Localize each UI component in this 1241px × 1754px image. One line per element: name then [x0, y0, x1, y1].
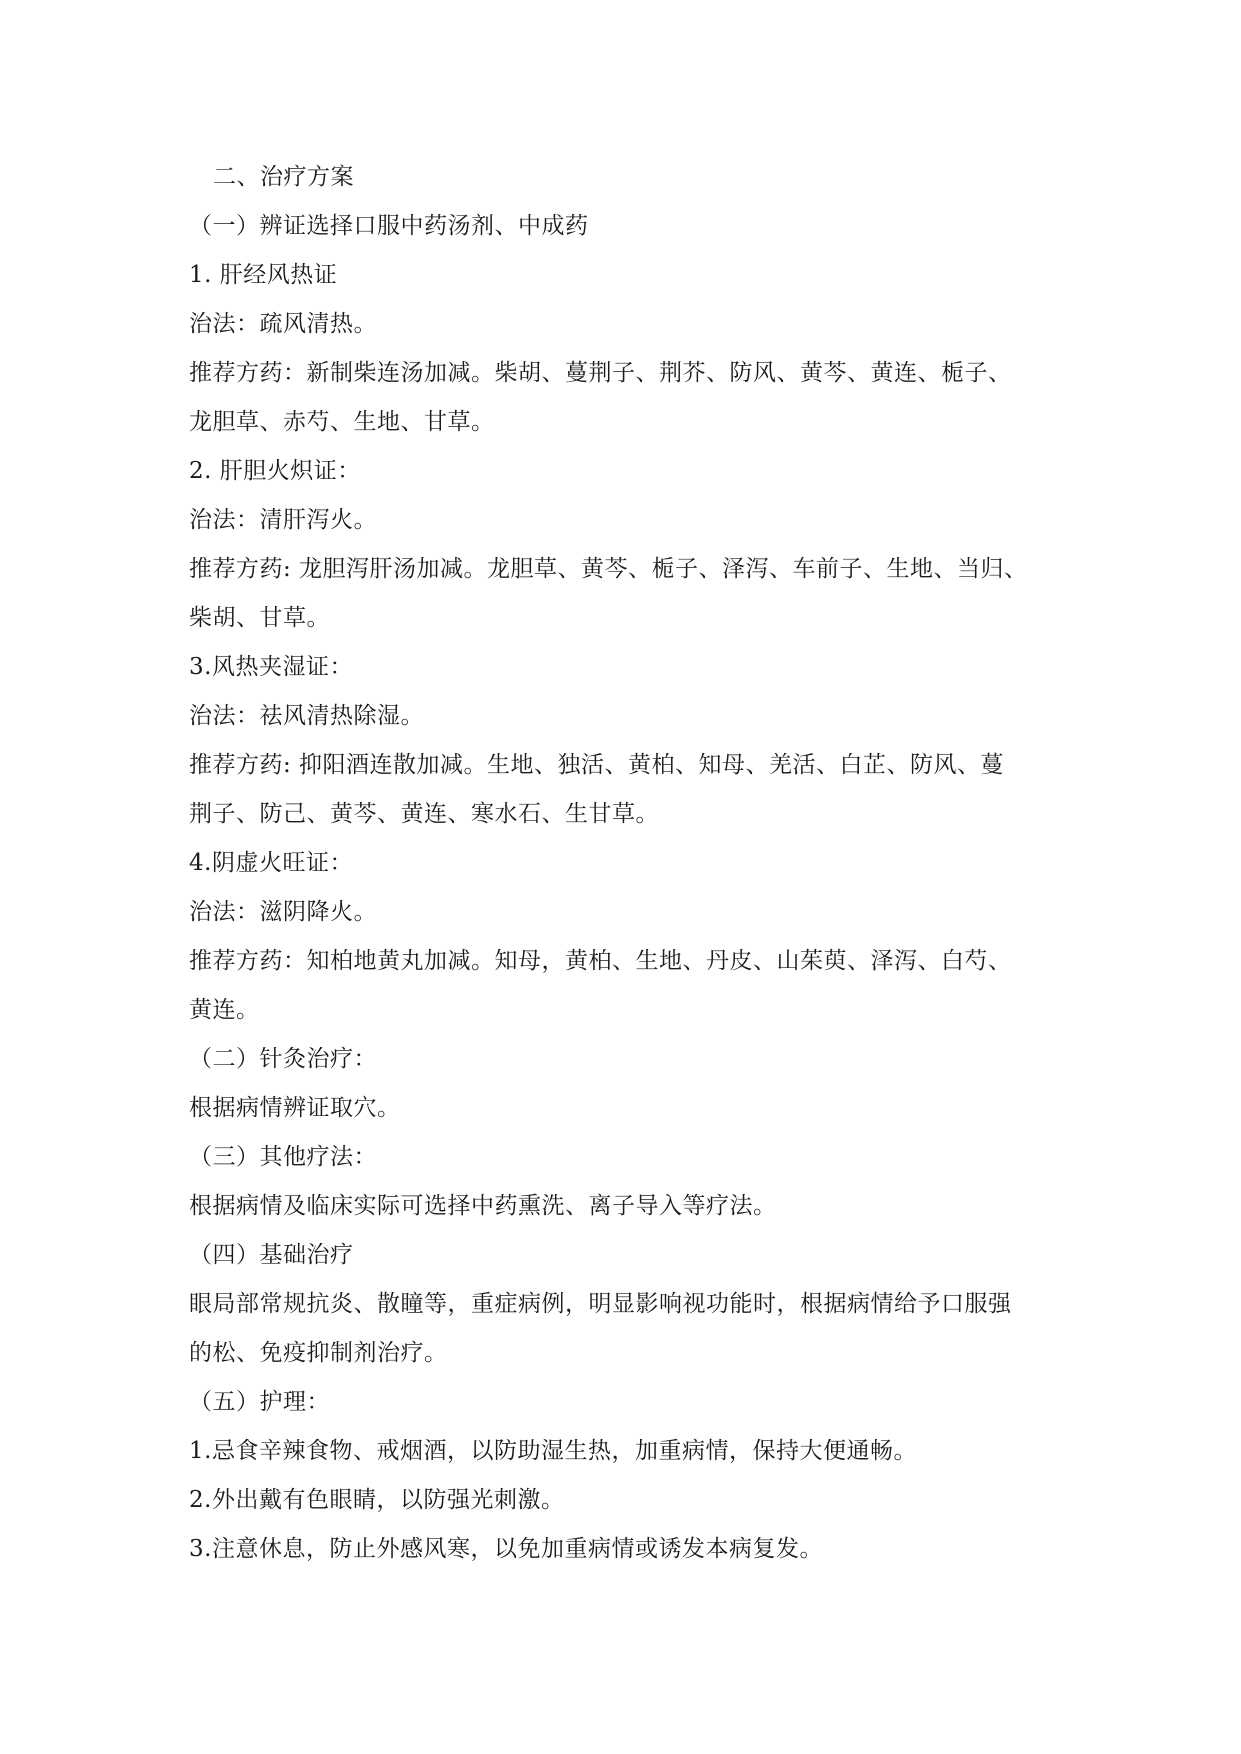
care-item: 2.外出戴有色眼睛，以防强光刺激。	[189, 1487, 565, 1513]
subsection-heading: （一）辨证选择口服中药汤剂、中成药	[189, 213, 589, 239]
recommended-formula-continued: 荆子、防己、黄芩、黄连、寒水石、生甘草。	[189, 801, 659, 827]
paragraph-continued: 的松、免疫抑制剂治疗。	[189, 1340, 448, 1366]
treatment-method: 治法：清肝泻火。	[189, 507, 377, 533]
syndrome-heading: 4.阴虚火旺证：	[189, 850, 353, 876]
treatment-method: 治法：祛风清热除湿。	[189, 703, 424, 729]
paragraph: 根据病情及临床实际可选择中药熏洗、离子导入等疗法。	[189, 1193, 777, 1219]
recommended-formula: 推荐方药：知柏地黄丸加减。知母，黄柏、生地、丹皮、山茱萸、泽泻、白芍、	[189, 948, 1012, 974]
subsection-heading: （四）基础治疗	[189, 1242, 354, 1268]
recommended-formula: 推荐方药: 龙胆泻肝汤加减。龙胆草、黄芩、栀子、泽泻、车前子、生地、当归、	[189, 556, 1028, 582]
recommended-formula-continued: 龙胆草、赤芍、生地、甘草。	[189, 409, 495, 435]
recommended-formula-continued: 柴胡、甘草。	[189, 605, 330, 631]
care-item: 3.注意休息，防止外感风寒，以免加重病情或诱发本病复发。	[189, 1536, 823, 1562]
subsection-heading: （五）护理：	[189, 1389, 330, 1415]
subsection-heading: （三）其他疗法：	[189, 1144, 377, 1170]
subsection-heading: （二）针灸治疗：	[189, 1046, 377, 1072]
recommended-formula: 推荐方药: 抑阳酒连散加减。生地、独活、黄柏、知母、羌活、白芷、防风、蔓	[189, 752, 1005, 778]
syndrome-heading: 3.风热夹湿证：	[189, 654, 353, 680]
paragraph: 眼局部常规抗炎、散瞳等，重症病例，明显影响视功能时，根据病情给予口服强	[189, 1291, 1012, 1317]
care-item: 1.忌食辛辣食物、戒烟酒，以防助湿生热，加重病情，保持大便通畅。	[189, 1438, 917, 1464]
treatment-method: 治法：滋阴降火。	[189, 899, 377, 925]
section-heading: 二、治疗方案	[213, 164, 354, 190]
syndrome-heading: 1. 肝经风热证	[189, 262, 338, 288]
paragraph: 根据病情辨证取穴。	[189, 1095, 401, 1121]
treatment-method: 治法：疏风清热。	[189, 311, 377, 337]
syndrome-heading: 2. 肝胆火炽证：	[189, 458, 361, 484]
recommended-formula: 推荐方药：新制柴连汤加减。柴胡、蔓荆子、荆芥、防风、黄芩、黄连、栀子、	[189, 360, 1012, 386]
recommended-formula-continued: 黄连。	[189, 997, 260, 1023]
